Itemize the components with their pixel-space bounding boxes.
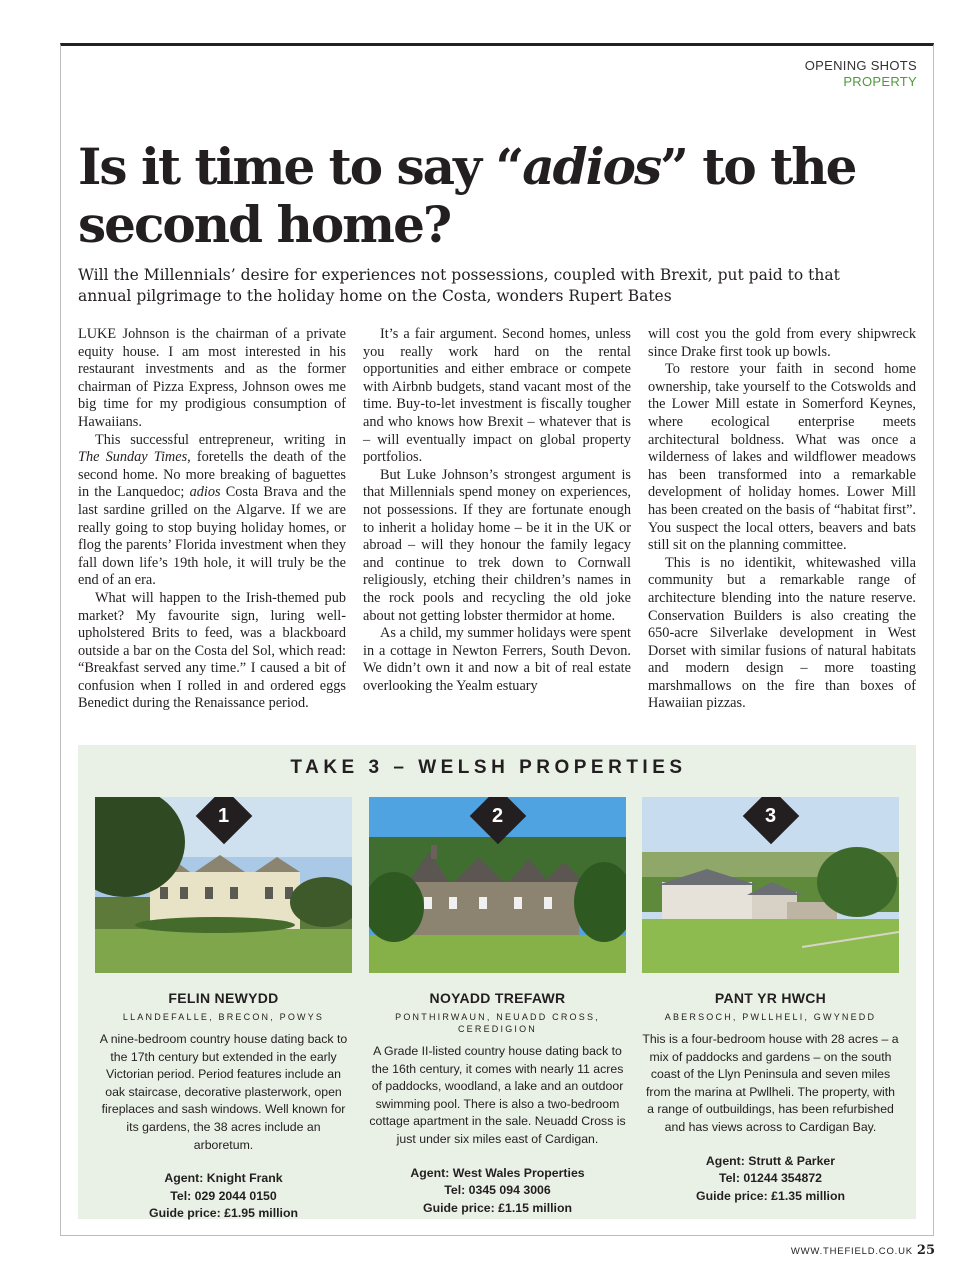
property-name: FELIN NEWYDD	[168, 990, 279, 1006]
section-label	[805, 58, 917, 90]
property-card	[95, 797, 352, 1223]
headline-emphasis: adios	[522, 137, 661, 196]
section-subname: PROPERTY	[843, 74, 917, 89]
property-name: NOYADD TREFAWR	[429, 990, 566, 1006]
property-name: PANT YR HWCH	[714, 990, 827, 1006]
paragraph: To restore your faith in second home ownership, take yourself to the Cotswolds and the Lower Mill estate in Somerford Keynes, where ecological enterprise meets architectural boldness. What was once a wilderness of lakes and wildflower meadows has been transformed into a remarkable development of holiday homes. Lower Mill has been created on the basis of “habitat first”. You suspect the local otters, beavers and bats still sit on the planning committee.	[648, 361, 916, 554]
number-badge: 3	[742, 797, 800, 845]
paragraph: What will happen to the Irish-themed pub market? My favourite sign, luring well-upholstered Brits to feed, was a blackboard outside a bar on the Costa del Sol, which read: “Breakfast served any time.” I caused a bit of confusion when I rolled in and ordered eggs Benedict during the Renaissance period.	[78, 589, 346, 712]
property-card	[642, 797, 899, 1205]
headline-part2: ” to the second home?	[78, 137, 856, 254]
body-column-2	[363, 326, 631, 695]
paragraph: This successful entrepreneur, writing in The Sunday Times, foretells the death of the second home. No more breaking of baguettes in the Lanquedoc; adios Costa Brava and the last sardine grilled on the Algarve. If we are really going to stop buying holiday homes, or flog the parents’ Florida investment when they fall down life’s 19th hole, it will truly be the end of an era.	[78, 431, 347, 589]
property-description: A Grade II-listed country house dating back to the 16th century, it comes with nearly 11 acres of paddocks, woodland, a lake and an outdoor swimming pool. There is also a two-bedroom cottage apartment in the sale. Neuadd Cross is just under six miles east of Cardigan.	[369, 1044, 626, 1146]
property-price: Guide price: £1.95 million	[149, 1206, 298, 1221]
body-column-1	[78, 326, 346, 713]
site-url: WWW.THEFIELD.CO.UK	[790, 1246, 913, 1257]
paragraph: will cost you the gold from every shipwreck since Drake first took up bowls.	[648, 326, 916, 360]
body-column-3	[648, 326, 916, 713]
paragraph: This is no identikit, whitewashed villa community but a remarkable range of architecture blending into the nature reserve. Conservation Builders is also creating the 650-acre Silverlake development in West Dorset with similar fusions of natural habitats and modern design – more toasting marshmallows on the fire than boxes of Hawaiian pizzas.	[648, 554, 916, 712]
property-description: This is a four-bedroom house with 28 acres – a mix of paddocks and gardens – on the south coast of the Llyn Peninsula and seven miles from the marina at Pwllheli. The property, with a range of outbuildings, has been refurbished and has views across to Cardigan Bay.	[642, 1032, 899, 1134]
page-number: 25	[916, 1243, 935, 1258]
headline	[78, 138, 918, 254]
property-photo	[95, 797, 352, 973]
property-photo	[369, 797, 626, 973]
property-location: ABERSOCH, PWLLHELI, GWYNEDD	[664, 1012, 877, 1022]
standfirst: Will the Millennials’ desire for experiences not possessions, coupled with Brexit, put paid to that annual pilgrimage to the holiday home on the Costa, wonders Rupert Bates	[78, 266, 840, 305]
number-badge: 2	[469, 797, 527, 845]
paragraph: As a child, my summer holidays were spent in a cottage in Newton Ferrers, South Devon. We didn’t own it and now a bit of real estate overlooking the Yealm estuary	[363, 625, 631, 694]
property-contact	[95, 1170, 352, 1223]
property-price: Guide price: £1.15 million	[423, 1200, 572, 1215]
section-name: OPENING SHOTS	[804, 58, 917, 73]
paragraph: It’s a fair argument. Second homes, unless you really work hard on the rental opportunities and either embrace or compete with Airbnb budgets, stand vacant most of the time. Buy-to-let investment is fiscally tougher and who knows how Brexit – whatever that is – will eventually impact on global property portfolios.	[363, 326, 631, 466]
property-location: LLANDEFALLE, BRECON, POWYS	[122, 1012, 325, 1022]
number-badge: 1	[195, 797, 253, 845]
property-tel: Tel: 0345 094 3006	[444, 1183, 551, 1198]
property-contact	[642, 1153, 899, 1206]
property-photo	[642, 797, 899, 973]
property-agent: Agent: Knight Frank	[164, 1171, 283, 1186]
page-footer	[791, 1243, 935, 1258]
paragraph: LUKE Johnson is the chairman of a private equity house. I am most interested in his restaurant investments and as the former chairman of Pizza Express, Johnson owes me big time for my prodigious consumption of Hawaiians.	[78, 326, 346, 430]
paragraph: But Luke Johnson’s strongest argument is that Millennials spend money on experiences, not possessions. If they are fortunate enough to inherit a holiday home – be it in the UK or abroad – will they honour the family legacy and continue to trek down to Cornwall religiously, etching their children’s names in the rock pools and recycling the old joke about not getting lobster thermidor at home.	[363, 466, 631, 624]
property-price: Guide price: £1.35 million	[696, 1188, 845, 1203]
property-contact	[369, 1165, 626, 1218]
property-agent: Agent: Strutt & Parker	[705, 1153, 836, 1168]
headline-part1: Is it time to say “	[78, 137, 523, 196]
property-location: PONTHIRWAUN, NEUADD CROSS, CEREDIGION	[395, 1012, 600, 1034]
property-agent: Agent: West Wales Properties	[410, 1165, 585, 1180]
property-description: A nine-bedroom country house dating back to the 17th century but extended in the early Victorian period. Period features include an oak staircase, decorative plasterwork, open fireplaces and sash windows. Well known for its gardens, the 38 acres include an arboretum.	[99, 1032, 348, 1152]
property-tel: Tel: 029 2044 0150	[170, 1188, 277, 1203]
feature-title: TAKE 3 – WELSH PROPERTIES	[290, 757, 687, 778]
property-card	[369, 797, 626, 1217]
property-tel: Tel: 01244 354872	[718, 1171, 822, 1186]
